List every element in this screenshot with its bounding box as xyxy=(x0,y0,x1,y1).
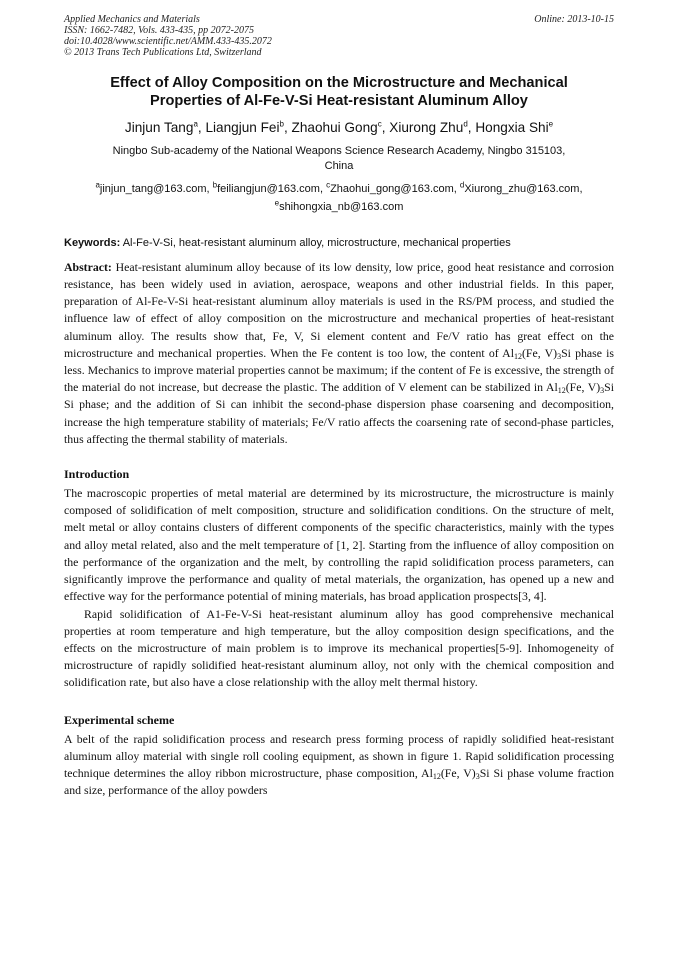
online-date: Online: 2013-10-15 xyxy=(534,14,614,25)
title-line-1: Effect of Alloy Composition on the Microstructure and Mechanical xyxy=(110,75,568,91)
email[interactable]: $^b$feiliangjun@163.com, xyxy=(212,180,327,196)
introduction-heading: Introduction xyxy=(64,467,130,482)
keywords-label: Keywords: xyxy=(64,236,121,249)
author-list xyxy=(64,115,614,137)
author: Hongxia Shi$^e$ xyxy=(475,119,554,135)
email[interactable]: $^e$shihongxia_nb@163.com xyxy=(274,198,404,213)
journal-header xyxy=(64,14,614,58)
issn-line: ISSN: 1662-7482, Vols. 433-435, pp 2072-2075 xyxy=(64,25,254,36)
email[interactable]: $^c$Zhaohui_gong@163.com, xyxy=(326,180,460,196)
author: Zhaohui Gong$^c$, xyxy=(291,119,390,135)
email[interactable]: $^d$Xiurong_zhu@163.com, xyxy=(459,180,583,196)
introduction-paragraph-1: The macroscopic properties of metal material are determined by its microstructure, the microstructure is mainly composed of solidification of melt composition, structure and solidification conditions. On the structure of melt, melt metal or alloy contains clusters of different components of the specific characteristics, mainly with the types and alloy metal related, also and the melt temperature of [1, 2]. Starting from the influence of alloy composition on the performance of the organization and the melt, by controlling the rapid solidification process parameters, can significantly improve the performance and quality of metal materials, the organization, has opened up a new and effective way for the performance potential of mining materials, has broad application prospects[3, 4]. xyxy=(64,486,614,604)
experimental-heading: Experimental scheme xyxy=(64,712,175,727)
header-left xyxy=(64,14,272,58)
abstract: Abstract: Heat-resistant aluminum alloy because of its low density, low price, good heat resistance and corrosion resistance, has been widely used in aviation, aerospace, weapons and other industrial fields. In this paper, preparation of Al-Fe-V-Si heat-resistant aluminum alloy materials is used in the RS/PM process, and studied the influence law of effect of alloy composition on the microstructure and mechanical properties of heat-resistant aluminum alloy. The results show that, Fe, V, Si element content and Fe/V ratio has great effect on the microstructure and mechanical properties. When the Fe content is too low, the content of $Al_{12}(Fe$, $V)_3Si$ phase is less. Mechanics to improve material properties cannot be maximum; if the content of Fe is excessive, the strength of the material do not increase, but decrease the plastic. The addition of V element can be stabilized in $Al_{12}(Fe$, $V)_3Si$ Si phase; and the addition of Si can inhibit the second-phase dispersion phase coarsening and decomposition, increase the high temperature stability of materials; Fe/V ratio affects the coarsening rate of second-phase particles, thus affecting the thermal stability of materials. xyxy=(64,259,615,446)
author: Xiurong Zhu$^d$, xyxy=(389,119,476,135)
copyright-line: © 2013 Trans Tech Publications Ltd, Switzerland xyxy=(64,47,262,58)
paper-title xyxy=(64,74,614,110)
introduction-paragraph-2: Rapid solidification of A1-Fe-V-Si heat-resistant aluminum alloy has good comprehensive mechanical properties at room temperature and high temperature, but the alloy composition design specifications, and the effects on the microstructure of main problem is to improve its mechanical properties[5-9]. Inhomogeneity of microstructure of rapidly solidified heat-resistant aluminum alloy, not only with the chemical composition and solidification rate, but also have a close relationship with the alloy melt thermal history. xyxy=(64,606,614,690)
journal-name: Applied Mechanics and Materials xyxy=(64,14,200,25)
email-list xyxy=(64,179,614,214)
keywords-text: Al-Fe-V-Si, heat-resistant aluminum alloy, microstructure, mechanical properties xyxy=(120,236,511,249)
keywords xyxy=(64,236,614,250)
experimental-paragraph-1: A belt of the rapid solidification process and research press forming process of rapidly solidified heat-resistant aluminum alloy material with single roll cooling equipment, as shown in figure 1. Rapid solidification processing technique determines the alloy ribbon microstructure, phase composition, $Al_{12}(Fe$, $V)_3Si$ Si phase volume fraction and size, performance of the alloy powders xyxy=(64,731,614,798)
affiliation: Ningbo Sub-academy of the National Weapons Science Research Academy, Ningbo 315103, China xyxy=(112,144,566,172)
author: Jinjun Tang$^a$, xyxy=(124,119,206,135)
doi-line: doi:10.4028/www.scientific.net/AMM.433-435.2072 xyxy=(64,36,272,47)
email[interactable]: $^a$jinjun_tang@163.com, xyxy=(95,180,213,196)
author: Liangjun Fei$^b$, xyxy=(205,119,292,135)
abstract-label: Abstract: xyxy=(64,259,112,274)
title-line-2: Properties of Al-Fe-V-Si Heat-resistant Aluminum Alloy xyxy=(150,93,528,109)
